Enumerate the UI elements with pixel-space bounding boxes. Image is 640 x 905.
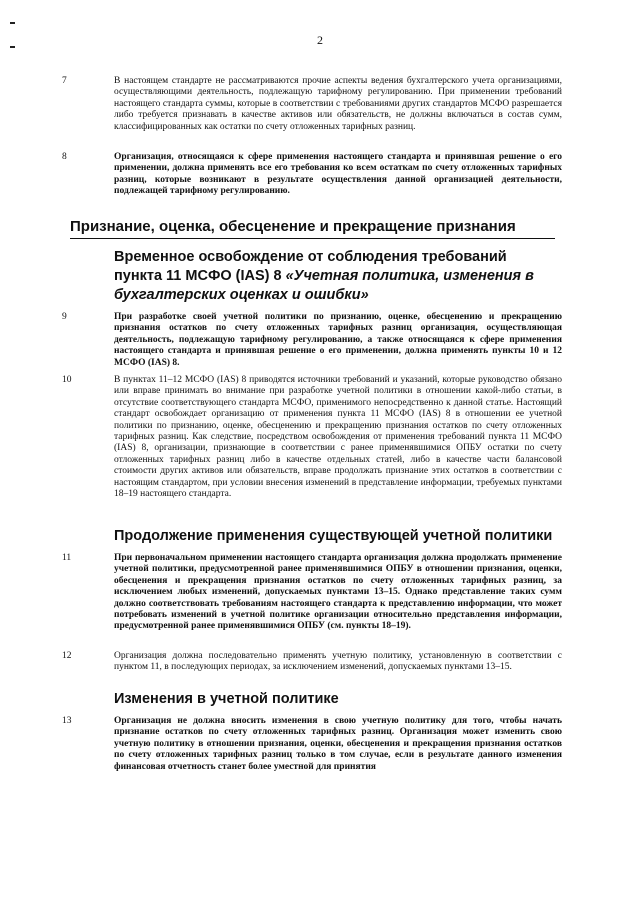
paragraph-number: 10 — [62, 375, 72, 385]
paragraph-number: 8 — [62, 152, 67, 162]
paragraph-text: Организация не должна вносить изменения в свою учетную политику для того, чтобы начать признание остатков по счету отложенных тарифных разниц. Организация может изменить свою учетную политику в отношении признания, оценки, обесценения и прекращения признания остатков по счету отложенных тарифных разниц только в том случае, если в результате данного изменения финансовая отчетность станет более уместной для принятия — [114, 716, 562, 772]
paragraph-text: В настоящем стандарте не рассматриваются прочие аспекты ведения бухгалтерского учета организациями, осуществляющими деятельность, подлежащую тарифному регулированию. При применении требований настоящего стандарта суммы, которые в соответствии с требованиями других стандартов МСФО разрешается либо требуется признавать в качестве активов или обязательств, не должны включаться в состав сумм, классифицированных как остатки по счету отложенных тарифных разниц. — [114, 76, 562, 132]
paragraph-number: 13 — [62, 716, 72, 726]
paragraph-number: 9 — [62, 312, 67, 322]
paragraph-text: При разработке своей учетной политики по признанию, оценке, обесценению и прекращению признания остатков по счету отложенных тарифных разниц организация, осуществляющая деятельность, подлежащую тарифному регулированию, а также относящаяся к сфере применения настоящего стандарта и принявшая решение о его применении, должна применять пункты 10 и 12 МСФО (IAS) 8. — [114, 312, 562, 368]
paragraph-12 — [62, 651, 562, 674]
subheading-text: Временное освобождение от соблюдения требований пункта 11 МСФО (IAS) 8 — [114, 249, 507, 284]
paragraph-number: 12 — [62, 651, 72, 661]
subheading-continuation: Продолжение применения существующей учетной политики — [114, 528, 553, 544]
paragraph-text: Организация, относящаяся к сфере применения настоящего стандарта и принявшая решение о его применении, должна применять все его требования ко всем остаткам по счету отложенных тарифных разниц, которые возникают в результате осуществления данной организацией деятельности, подлежащей тарифному регулированию. — [114, 152, 562, 197]
page-number: 2 — [317, 33, 323, 47]
paragraph-7 — [62, 76, 562, 133]
paragraph-11 — [62, 553, 562, 633]
paragraph-8 — [62, 152, 562, 198]
paragraph-text: Организация должна последовательно применять учетную политику, установленную в соответствии с пунктом 11, в последующих периодах, за исключением изменений, допускаемых пунктами 13–15. — [114, 651, 562, 673]
paragraph-13 — [62, 716, 562, 773]
paragraph-text: В пунктах 11–12 МСФО (IAS) 8 приводятся источники требований и указаний, которые руководство обязано или вправе принимать во внимание при разработке учетной политики в отношении какой-либо статьи, в отсутствие соответствующего стандарта МСФО, применимого непосредственно к данной статье. Настоящий стандарт освобождает организацию от применения пункта 11 МСФО (IAS) 8 в отношении ее учетной политики по признанию, оценке, обесценению и прекращению признания остатков по счету отложенных тарифных разниц. Как следствие, посредством освобождения от применения требований пункта 11 МСФО (IAS) 8, организации, признающие в соответствии с ранее применявшимися ОПБУ остатки по счету отложенных тарифных разниц либо в качестве отдельных статей, либо в качестве части балансовой стоимости других активов или обязательств, вправе продолжать признание этих остатков в соответствии с настоящим стандартом, при условии внесения изменений в представление информации, требуемых пунктами 18–19 настоящего стандарта. — [114, 375, 562, 500]
paragraph-10 — [62, 375, 562, 500]
paragraph-number: 11 — [62, 553, 72, 563]
subheading-changes: Изменения в учетной политике — [114, 691, 339, 707]
scan-mark — [10, 22, 15, 24]
subheading-italic-text: «Учетная политика, изменения в бухгалтерских оценках и ошибки» — [114, 268, 534, 303]
paragraph-number: 7 — [62, 76, 67, 86]
section-title: Признание, оценка, обесценение и прекращение признания — [70, 218, 555, 239]
paragraph-9 — [62, 312, 562, 369]
subheading-temporary-exemption — [114, 248, 554, 305]
paragraph-text: При первоначальном применении настоящего стандарта организация должна продолжать применение учетной политики, предусмотренной ранее применявшимися ОПБУ в отношении признания, оценки, обесценения и прекращения признания остатков по счету отложенных тарифных разниц, за исключением любых изменений, допускаемых пунктами 13–15. Однако представление таких сумм должно соответствовать требованиям настоящего стандарта к представлению информации, что может потребовать изменений в учетной политике организации относительно представления информации, предусмотренной ранее применявшимися ОПБУ (см. пункты 18–19). — [114, 553, 562, 632]
